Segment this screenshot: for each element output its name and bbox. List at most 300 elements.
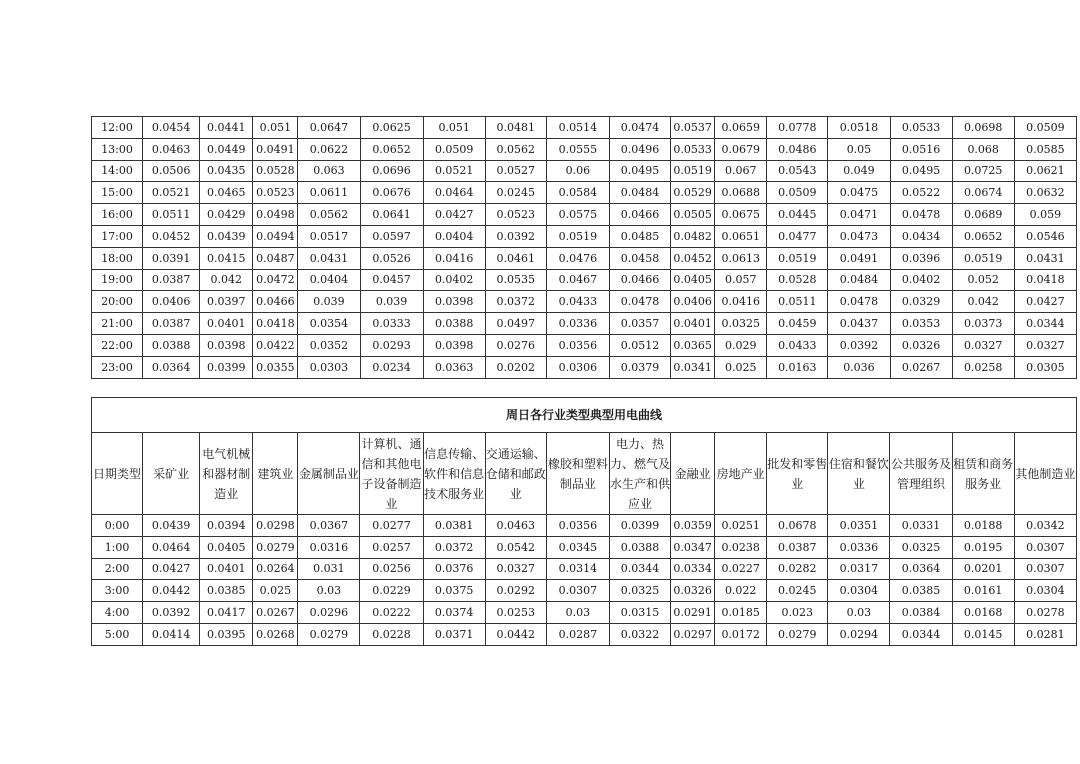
table-row: [92, 269, 1077, 291]
value-cell: 0.03: [546, 602, 609, 624]
value-cell: 0.067: [715, 160, 767, 182]
value-cell: 0.068: [952, 138, 1014, 160]
value-cell: 0.0317: [828, 558, 890, 580]
value-cell: 0.0533: [671, 138, 715, 160]
value-cell: 0.0481: [485, 117, 546, 139]
table-row: [92, 204, 1077, 226]
value-cell: 0.0356: [546, 334, 609, 356]
value-cell: 0.0168: [952, 602, 1014, 624]
value-cell: 0.0509: [1014, 117, 1076, 139]
value-cell: 0.0185: [715, 602, 767, 624]
value-cell: 0.0521: [423, 160, 485, 182]
value-cell: 0.063: [298, 160, 360, 182]
value-cell: 0.0329: [890, 291, 952, 313]
value-cell: 0.0357: [609, 313, 670, 335]
value-cell: 0.0406: [671, 291, 715, 313]
value-cell: 0.0555: [546, 138, 609, 160]
value-cell: 0.0647: [298, 117, 360, 139]
value-cell: 0.0418: [1014, 269, 1076, 291]
table-row: [92, 247, 1077, 269]
header-industry: 交通运输、仓储和邮政业: [485, 433, 546, 515]
value-cell: 0.0416: [423, 247, 485, 269]
table-row: [92, 536, 1077, 558]
value-cell: 0.0464: [143, 536, 200, 558]
value-cell: 0.0487: [253, 247, 298, 269]
value-cell: 0.0381: [423, 515, 485, 537]
value-cell: 0.0387: [143, 313, 200, 335]
value-cell: 0.0674: [952, 182, 1014, 204]
value-cell: 0.0676: [360, 182, 423, 204]
value-cell: 0.0431: [1014, 247, 1076, 269]
value-cell: 0.0388: [143, 334, 200, 356]
value-cell: 0.0336: [546, 313, 609, 335]
table-row: [92, 291, 1077, 313]
value-cell: 0.0278: [1014, 602, 1076, 624]
value-cell: 0.0401: [200, 558, 253, 580]
value-cell: 0.0336: [828, 536, 890, 558]
value-cell: 0.0294: [828, 623, 890, 645]
value-cell: 0.0364: [890, 558, 952, 580]
header-date-type: 日期类型: [92, 433, 143, 515]
value-cell: 0.0222: [360, 602, 423, 624]
value-cell: 0.0352: [298, 334, 360, 356]
value-cell: 0.036: [828, 356, 890, 378]
value-cell: 0.0478: [609, 291, 670, 313]
value-cell: 0.0471: [828, 204, 890, 226]
value-cell: 0.0427: [1014, 291, 1076, 313]
value-cell: 0.0495: [890, 160, 952, 182]
value-cell: 0.0257: [360, 536, 423, 558]
value-cell: 0.0404: [298, 269, 360, 291]
value-cell: 0.0457: [360, 269, 423, 291]
value-cell: 0.0372: [423, 536, 485, 558]
time-cell: 3:00: [92, 580, 143, 602]
header-industry: 金融业: [671, 433, 715, 515]
header-industry: 橡胶和塑料制品业: [546, 433, 609, 515]
value-cell: 0.0228: [360, 623, 423, 645]
value-cell: 0.0387: [143, 269, 200, 291]
time-cell: 20:00: [92, 291, 143, 313]
value-cell: 0.0322: [609, 623, 670, 645]
value-cell: 0.03: [298, 580, 360, 602]
value-cell: 0.0519: [671, 160, 715, 182]
value-cell: 0.0201: [952, 558, 1014, 580]
value-cell: 0.0528: [767, 269, 828, 291]
value-cell: 0.0392: [485, 225, 546, 247]
value-cell: 0.0401: [200, 313, 253, 335]
value-cell: 0.0402: [423, 269, 485, 291]
value-cell: 0.0562: [485, 138, 546, 160]
value-cell: 0.0402: [890, 269, 952, 291]
value-cell: 0.0341: [671, 356, 715, 378]
value-cell: 0.0467: [546, 269, 609, 291]
value-cell: 0.0316: [298, 536, 360, 558]
value-cell: 0.0546: [1014, 225, 1076, 247]
value-cell: 0.0641: [360, 204, 423, 226]
value-cell: 0.0511: [767, 291, 828, 313]
value-cell: 0.0359: [671, 515, 715, 537]
value-cell: 0.0511: [143, 204, 200, 226]
value-cell: 0.0307: [1014, 558, 1076, 580]
value-cell: 0.0442: [143, 580, 200, 602]
value-cell: 0.0325: [715, 313, 767, 335]
value-cell: 0.0527: [485, 160, 546, 182]
value-cell: 0.0292: [485, 580, 546, 602]
value-cell: 0.06: [546, 160, 609, 182]
value-cell: 0.0439: [143, 515, 200, 537]
value-cell: 0.0496: [609, 138, 670, 160]
value-cell: 0.0253: [485, 602, 546, 624]
value-cell: 0.0433: [546, 291, 609, 313]
value-cell: 0.0363: [423, 356, 485, 378]
time-cell: 21:00: [92, 313, 143, 335]
value-cell: 0.0344: [609, 558, 670, 580]
value-cell: 0.0385: [890, 580, 952, 602]
table-row: [92, 623, 1077, 645]
value-cell: 0.0478: [890, 204, 952, 226]
value-cell: 0.0613: [715, 247, 767, 269]
value-cell: 0.0344: [1014, 313, 1076, 335]
value-cell: 0.0251: [715, 515, 767, 537]
value-cell: 0.0518: [828, 117, 890, 139]
value-cell: 0.0454: [143, 117, 200, 139]
value-cell: 0.0543: [767, 160, 828, 182]
value-cell: 0.0452: [143, 225, 200, 247]
value-cell: 0.023: [767, 602, 828, 624]
value-cell: 0.0585: [1014, 138, 1076, 160]
value-cell: 0.0621: [1014, 160, 1076, 182]
time-cell: 19:00: [92, 269, 143, 291]
value-cell: 0.0415: [200, 247, 253, 269]
value-cell: 0.0163: [767, 356, 828, 378]
value-cell: 0.0475: [828, 182, 890, 204]
value-cell: 0.0449: [200, 138, 253, 160]
table-title: 周日各行业类型典型用电曲线: [92, 398, 1077, 433]
value-cell: 0.0365: [671, 334, 715, 356]
time-cell: 22:00: [92, 334, 143, 356]
value-cell: 0.0632: [1014, 182, 1076, 204]
value-cell: 0.0296: [298, 602, 360, 624]
value-cell: 0.0234: [360, 356, 423, 378]
value-cell: 0.0367: [298, 515, 360, 537]
time-cell: 16:00: [92, 204, 143, 226]
value-cell: 0.0374: [423, 602, 485, 624]
header-industry: 房地产业: [715, 433, 767, 515]
value-cell: 0.042: [200, 269, 253, 291]
value-cell: 0.0429: [200, 204, 253, 226]
value-cell: 0.022: [715, 580, 767, 602]
value-cell: 0.0227: [715, 558, 767, 580]
value-cell: 0.0519: [952, 247, 1014, 269]
value-cell: 0.0678: [767, 515, 828, 537]
value-cell: 0.0264: [253, 558, 298, 580]
value-cell: 0.0778: [767, 117, 828, 139]
time-cell: 18:00: [92, 247, 143, 269]
value-cell: 0.0698: [952, 117, 1014, 139]
value-cell: 0.0396: [890, 247, 952, 269]
value-cell: 0.0305: [1014, 356, 1076, 378]
value-cell: 0.0535: [485, 269, 546, 291]
header-industry: 其他制造业: [1014, 433, 1076, 515]
value-cell: 0.0584: [546, 182, 609, 204]
value-cell: 0.0287: [546, 623, 609, 645]
value-cell: 0.0495: [609, 160, 670, 182]
time-cell: 5:00: [92, 623, 143, 645]
value-cell: 0.0476: [546, 247, 609, 269]
value-cell: 0.0398: [423, 334, 485, 356]
table-row: [92, 313, 1077, 335]
value-cell: 0.0465: [200, 182, 253, 204]
value-cell: 0.0384: [890, 602, 952, 624]
value-cell: 0.0303: [298, 356, 360, 378]
value-cell: 0.0376: [423, 558, 485, 580]
value-cell: 0.025: [253, 580, 298, 602]
value-cell: 0.051: [423, 117, 485, 139]
value-cell: 0.0229: [360, 580, 423, 602]
value-cell: 0.0276: [485, 334, 546, 356]
value-cell: 0.0575: [546, 204, 609, 226]
value-cell: 0.0491: [828, 247, 890, 269]
value-cell: 0.0464: [423, 182, 485, 204]
header-industry: 公共服务及管理组织: [890, 433, 952, 515]
value-cell: 0.0458: [609, 247, 670, 269]
value-cell: 0.0472: [253, 269, 298, 291]
table-row: [92, 515, 1077, 537]
value-cell: 0.0679: [715, 138, 767, 160]
table-row: [92, 160, 1077, 182]
value-cell: 0.0442: [485, 623, 546, 645]
table-row: [92, 356, 1077, 378]
value-cell: 0.0172: [715, 623, 767, 645]
value-cell: 0.0379: [609, 356, 670, 378]
value-cell: 0.0202: [485, 356, 546, 378]
value-cell: 0.0452: [671, 247, 715, 269]
value-cell: 0.0331: [890, 515, 952, 537]
value-cell: 0.0385: [200, 580, 253, 602]
value-cell: 0.0401: [671, 313, 715, 335]
value-cell: 0.0353: [890, 313, 952, 335]
value-cell: 0.049: [828, 160, 890, 182]
value-cell: 0.0394: [200, 515, 253, 537]
value-cell: 0.0434: [890, 225, 952, 247]
value-cell: 0.0439: [200, 225, 253, 247]
value-cell: 0.0371: [423, 623, 485, 645]
value-cell: 0.0416: [715, 291, 767, 313]
value-cell: 0.0427: [423, 204, 485, 226]
value-cell: 0.0498: [253, 204, 298, 226]
value-cell: 0.0652: [952, 225, 1014, 247]
value-cell: 0.0523: [253, 182, 298, 204]
value-cell: 0.0342: [1014, 515, 1076, 537]
value-cell: 0.0484: [609, 182, 670, 204]
table-row: [92, 602, 1077, 624]
value-cell: 0.0325: [890, 536, 952, 558]
header-industry: 电气机械和器材制造业: [200, 433, 253, 515]
value-cell: 0.0417: [200, 602, 253, 624]
value-cell: 0.0347: [671, 536, 715, 558]
value-cell: 0.0461: [485, 247, 546, 269]
value-cell: 0.0326: [671, 580, 715, 602]
value-cell: 0.0517: [298, 225, 360, 247]
value-cell: 0.0418: [253, 313, 298, 335]
value-cell: 0.029: [715, 334, 767, 356]
time-cell: 0:00: [92, 515, 143, 537]
value-cell: 0.0611: [298, 182, 360, 204]
value-cell: 0.0279: [767, 623, 828, 645]
value-cell: 0.0478: [828, 291, 890, 313]
value-cell: 0.0484: [828, 269, 890, 291]
value-cell: 0.0333: [360, 313, 423, 335]
value-cell: 0.0279: [253, 536, 298, 558]
value-cell: 0.025: [715, 356, 767, 378]
value-cell: 0.0689: [952, 204, 1014, 226]
value-cell: 0.0293: [360, 334, 423, 356]
value-cell: 0.0307: [546, 580, 609, 602]
value-cell: 0.0622: [298, 138, 360, 160]
value-cell: 0.042: [952, 291, 1014, 313]
time-cell: 23:00: [92, 356, 143, 378]
value-cell: 0.0354: [298, 313, 360, 335]
value-cell: 0.0485: [609, 225, 670, 247]
value-cell: 0.052: [952, 269, 1014, 291]
value-cell: 0.0474: [609, 117, 670, 139]
value-cell: 0.039: [360, 291, 423, 313]
value-cell: 0.0195: [952, 536, 1014, 558]
time-cell: 12:00: [92, 117, 143, 139]
value-cell: 0.0519: [767, 247, 828, 269]
value-cell: 0.0506: [143, 160, 200, 182]
value-cell: 0.0725: [952, 160, 1014, 182]
table-row: [92, 334, 1077, 356]
value-cell: 0.0437: [828, 313, 890, 335]
value-cell: 0.0675: [715, 204, 767, 226]
value-cell: 0.0267: [253, 602, 298, 624]
value-cell: 0.0516: [890, 138, 952, 160]
value-cell: 0.0245: [485, 182, 546, 204]
value-cell: 0.03: [828, 602, 890, 624]
value-cell: 0.0466: [609, 204, 670, 226]
time-cell: 15:00: [92, 182, 143, 204]
value-cell: 0.0597: [360, 225, 423, 247]
value-cell: 0.0482: [671, 225, 715, 247]
value-cell: 0.0466: [253, 291, 298, 313]
value-cell: 0.0364: [143, 356, 200, 378]
value-cell: 0.0463: [143, 138, 200, 160]
value-cell: 0.0268: [253, 623, 298, 645]
value-cell: 0.0696: [360, 160, 423, 182]
time-cell: 17:00: [92, 225, 143, 247]
value-cell: 0.0509: [767, 182, 828, 204]
table-row: [92, 580, 1077, 602]
value-cell: 0.0427: [143, 558, 200, 580]
value-cell: 0.0537: [671, 117, 715, 139]
value-cell: 0.0433: [767, 334, 828, 356]
value-cell: 0.0188: [952, 515, 1014, 537]
value-cell: 0.0258: [952, 356, 1014, 378]
value-cell: 0.0505: [671, 204, 715, 226]
value-cell: 0.0529: [671, 182, 715, 204]
time-cell: 13:00: [92, 138, 143, 160]
value-cell: 0.0356: [546, 515, 609, 537]
value-cell: 0.0355: [253, 356, 298, 378]
value-cell: 0.0277: [360, 515, 423, 537]
value-cell: 0.0387: [767, 536, 828, 558]
value-cell: 0.0327: [1014, 334, 1076, 356]
value-cell: 0.0372: [485, 291, 546, 313]
value-cell: 0.0533: [890, 117, 952, 139]
value-cell: 0.0562: [298, 204, 360, 226]
value-cell: 0.0542: [485, 536, 546, 558]
value-cell: 0.0486: [767, 138, 828, 160]
value-cell: 0.0345: [546, 536, 609, 558]
value-cell: 0.0491: [253, 138, 298, 160]
value-cell: 0.0391: [143, 247, 200, 269]
value-cell: 0.0477: [767, 225, 828, 247]
sunday-load-curve-table: [91, 397, 1077, 646]
header-industry: 计算机、通信和其他电子设备制造业: [360, 433, 423, 515]
value-cell: 0.0256: [360, 558, 423, 580]
value-cell: 0.0297: [671, 623, 715, 645]
value-cell: 0.0145: [952, 623, 1014, 645]
time-cell: 1:00: [92, 536, 143, 558]
value-cell: 0.0466: [609, 269, 670, 291]
value-cell: 0.0414: [143, 623, 200, 645]
value-cell: 0.0399: [609, 515, 670, 537]
time-cell: 2:00: [92, 558, 143, 580]
value-cell: 0.0399: [200, 356, 253, 378]
value-cell: 0.0245: [767, 580, 828, 602]
table-row: [92, 225, 1077, 247]
table-title-row: [92, 398, 1077, 433]
time-cell: 4:00: [92, 602, 143, 624]
value-cell: 0.0494: [253, 225, 298, 247]
value-cell: 0.051: [253, 117, 298, 139]
header-industry: 建筑业: [253, 433, 298, 515]
value-cell: 0.0406: [143, 291, 200, 313]
value-cell: 0.0405: [200, 536, 253, 558]
value-cell: 0.0392: [828, 334, 890, 356]
value-cell: 0.0315: [609, 602, 670, 624]
value-cell: 0.0404: [423, 225, 485, 247]
header-industry: 金属制品业: [298, 433, 360, 515]
value-cell: 0.0291: [671, 602, 715, 624]
table-row: [92, 558, 1077, 580]
value-cell: 0.0652: [360, 138, 423, 160]
value-cell: 0.0688: [715, 182, 767, 204]
value-cell: 0.0281: [1014, 623, 1076, 645]
value-cell: 0.0344: [890, 623, 952, 645]
header-industry: 批发和零售业: [767, 433, 828, 515]
value-cell: 0.0435: [200, 160, 253, 182]
value-cell: 0.0522: [890, 182, 952, 204]
value-cell: 0.0334: [671, 558, 715, 580]
header-row: [92, 433, 1077, 515]
value-cell: 0.0521: [143, 182, 200, 204]
value-cell: 0.0327: [485, 558, 546, 580]
value-cell: 0.0279: [298, 623, 360, 645]
value-cell: 0.031: [298, 558, 360, 580]
value-cell: 0.0392: [143, 602, 200, 624]
value-cell: 0.0325: [609, 580, 670, 602]
value-cell: 0.0445: [767, 204, 828, 226]
value-cell: 0.0304: [1014, 580, 1076, 602]
value-cell: 0.0388: [609, 536, 670, 558]
value-cell: 0.0307: [1014, 536, 1076, 558]
value-cell: 0.0528: [253, 160, 298, 182]
value-cell: 0.0298: [253, 515, 298, 537]
value-cell: 0.0463: [485, 515, 546, 537]
value-cell: 0.0523: [485, 204, 546, 226]
